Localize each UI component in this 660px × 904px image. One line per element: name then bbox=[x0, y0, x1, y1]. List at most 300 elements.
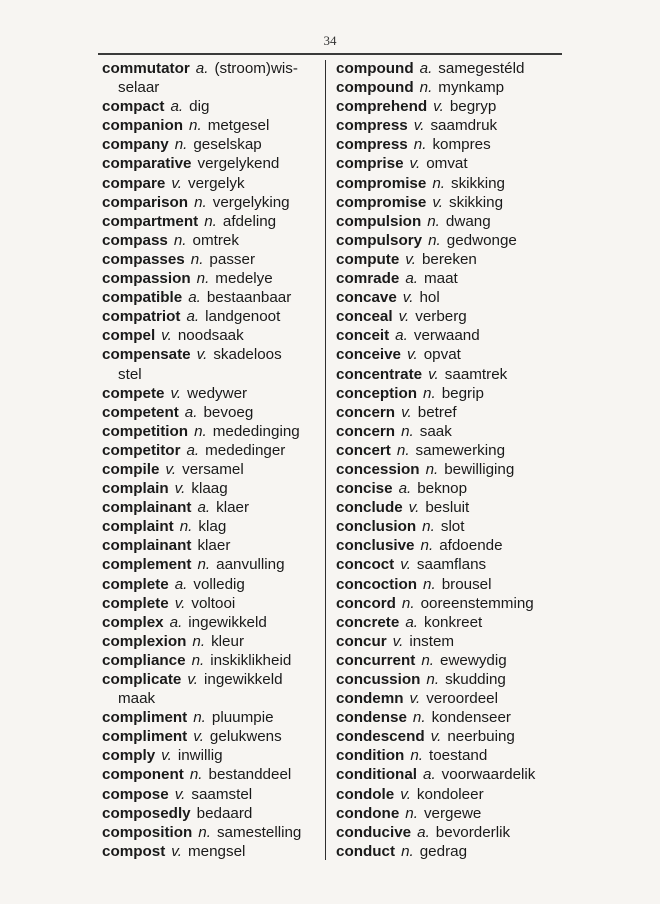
dictionary-entry bbox=[102, 403, 324, 422]
part-of-speech: n. bbox=[423, 384, 436, 402]
part-of-speech: v. bbox=[409, 690, 421, 708]
definition: ingewikkeld bbox=[204, 671, 283, 688]
headword: complainant bbox=[102, 499, 192, 517]
headword: conceal bbox=[336, 308, 393, 326]
dictionary-entry bbox=[336, 765, 562, 784]
part-of-speech: n. bbox=[420, 537, 434, 555]
dictionary-entry bbox=[336, 651, 562, 670]
column-divider bbox=[325, 60, 326, 860]
dictionary-entry bbox=[336, 613, 562, 632]
headword: condole bbox=[336, 785, 395, 803]
headword: compliment bbox=[102, 728, 188, 746]
headword: compel bbox=[102, 327, 156, 345]
dictionary-entry bbox=[336, 670, 562, 689]
part-of-speech: n. bbox=[423, 575, 436, 593]
headword: concern bbox=[336, 422, 396, 440]
part-of-speech: n. bbox=[190, 250, 204, 268]
part-of-speech: n. bbox=[401, 842, 414, 860]
headword: compact bbox=[102, 98, 165, 116]
headword: conclude bbox=[336, 499, 403, 517]
dictionary-entry bbox=[336, 575, 562, 594]
definition: slot bbox=[440, 518, 465, 536]
part-of-speech: v. bbox=[171, 174, 182, 192]
definition: gedrag bbox=[419, 842, 468, 860]
dictionary-entry bbox=[102, 231, 324, 250]
headword: comprehend bbox=[336, 98, 428, 116]
part-of-speech: n. bbox=[425, 460, 439, 478]
definition: kleur bbox=[211, 632, 244, 650]
headword: conditional bbox=[336, 766, 417, 784]
part-of-speech: n. bbox=[189, 117, 202, 135]
definition: saak bbox=[419, 422, 452, 440]
definition: stel bbox=[118, 365, 142, 383]
dictionary-entry bbox=[336, 727, 562, 746]
dictionary-entry bbox=[336, 97, 562, 116]
definition: inwillig bbox=[177, 747, 223, 765]
dictionary-entry bbox=[336, 804, 562, 823]
definition: vergewe bbox=[423, 804, 482, 822]
dictionary-entry bbox=[102, 269, 324, 288]
headword: concise bbox=[336, 480, 393, 498]
headword: complement bbox=[102, 556, 192, 574]
dictionary-entry bbox=[336, 594, 562, 613]
headword: compass bbox=[102, 231, 168, 249]
dictionary-entry bbox=[336, 422, 562, 441]
headword: concoction bbox=[336, 575, 418, 593]
part-of-speech: a. bbox=[170, 98, 184, 116]
dictionary-entry bbox=[102, 422, 324, 441]
headword: complete bbox=[102, 594, 169, 612]
part-of-speech: n. bbox=[173, 231, 187, 249]
definition: voorwaardelik bbox=[441, 766, 536, 784]
definition: maak bbox=[118, 690, 156, 708]
definition: aanvulling bbox=[216, 556, 285, 574]
dictionary-entry bbox=[336, 250, 562, 269]
definition: klaer bbox=[216, 499, 250, 517]
headword: concession bbox=[336, 460, 420, 478]
dictionary-entry bbox=[336, 708, 562, 727]
headword: condescend bbox=[336, 728, 425, 746]
definition: saamtrek bbox=[444, 365, 508, 383]
headword: concert bbox=[336, 441, 391, 459]
dictionary-entry bbox=[102, 193, 324, 212]
headword: complain bbox=[102, 480, 169, 498]
dictionary-entry bbox=[336, 212, 562, 231]
definition: mengsel bbox=[187, 842, 246, 860]
definition: bevorderlik bbox=[435, 823, 511, 841]
definition: vergelyking bbox=[212, 193, 290, 211]
dictionary-entry bbox=[336, 193, 562, 212]
dictionary-entry bbox=[102, 250, 324, 269]
part-of-speech: v. bbox=[401, 403, 412, 421]
part-of-speech: n. bbox=[194, 193, 207, 211]
definition: besluit bbox=[425, 499, 470, 517]
headword: complainant bbox=[102, 537, 192, 555]
part-of-speech: n. bbox=[204, 212, 217, 230]
definition: beknop bbox=[417, 480, 468, 498]
dictionary-entry bbox=[102, 135, 324, 154]
part-of-speech: v. bbox=[193, 728, 204, 746]
part-of-speech: a. bbox=[197, 499, 211, 517]
headword: complexion bbox=[102, 632, 187, 650]
dictionary-entry bbox=[336, 365, 562, 384]
part-of-speech: v. bbox=[171, 842, 182, 860]
headword: complaint bbox=[102, 518, 174, 536]
dictionary-entry bbox=[102, 785, 324, 804]
headword: compasses bbox=[102, 250, 185, 268]
part-of-speech: n. bbox=[193, 709, 206, 727]
part-of-speech: n. bbox=[174, 136, 188, 154]
headword: compassion bbox=[102, 270, 191, 288]
definition: begryp bbox=[449, 98, 497, 116]
part-of-speech: v. bbox=[432, 193, 443, 211]
part-of-speech: a. bbox=[423, 766, 436, 784]
definition: mededinger bbox=[205, 441, 286, 459]
headword: concurrent bbox=[336, 651, 416, 669]
part-of-speech: n. bbox=[191, 651, 205, 669]
part-of-speech: a. bbox=[186, 308, 200, 326]
headword: compare bbox=[102, 174, 166, 192]
definition: begrip bbox=[441, 384, 484, 402]
definition: dwang bbox=[445, 212, 491, 230]
part-of-speech: v. bbox=[196, 346, 208, 364]
definition: klaag bbox=[191, 480, 228, 498]
definition: instem bbox=[409, 632, 455, 650]
headword: companion bbox=[102, 117, 184, 135]
definition: konkreet bbox=[423, 613, 483, 631]
part-of-speech: v. bbox=[413, 117, 425, 135]
headword: compliance bbox=[102, 651, 186, 669]
part-of-speech: v. bbox=[407, 346, 418, 364]
headword: composedly bbox=[102, 804, 191, 822]
part-of-speech: a. bbox=[188, 289, 201, 307]
header-rule bbox=[98, 53, 562, 55]
part-of-speech: v. bbox=[409, 155, 421, 173]
headword: conceive bbox=[336, 346, 402, 364]
definition: veroordeel bbox=[426, 690, 498, 708]
part-of-speech: n. bbox=[426, 671, 440, 688]
dictionary-entry bbox=[336, 823, 562, 842]
dictionary-entry bbox=[336, 403, 562, 422]
definition: klag bbox=[198, 518, 227, 536]
definition: ingewikkeld bbox=[188, 613, 267, 631]
part-of-speech: a. bbox=[405, 613, 418, 631]
definition: landgenoot bbox=[205, 308, 281, 326]
definition: kondoleer bbox=[416, 785, 484, 803]
definition: noodsaak bbox=[177, 327, 244, 345]
dictionary-entry bbox=[102, 842, 324, 861]
headword: conceit bbox=[336, 327, 390, 345]
part-of-speech: v. bbox=[187, 671, 199, 688]
definition: toestand bbox=[429, 747, 488, 765]
entry-continuation bbox=[102, 365, 324, 384]
entry-continuation bbox=[102, 689, 324, 708]
dictionary-entry bbox=[102, 575, 324, 594]
page-number: 34 bbox=[323, 33, 337, 48]
part-of-speech: n. bbox=[197, 556, 211, 574]
definition: versamel bbox=[182, 460, 244, 478]
dictionary-entry bbox=[336, 498, 562, 517]
part-of-speech: n. bbox=[412, 709, 426, 727]
definition: wedywer bbox=[187, 384, 248, 402]
headword: concrete bbox=[336, 613, 400, 631]
part-of-speech: n. bbox=[401, 594, 415, 612]
definition: brousel bbox=[441, 575, 492, 593]
definition: metgesel bbox=[207, 117, 270, 135]
definition: skadeloos bbox=[213, 346, 282, 364]
dictionary-entry bbox=[336, 59, 562, 78]
dictionary-entry bbox=[336, 460, 562, 479]
part-of-speech: n. bbox=[189, 766, 203, 784]
dictionary-entry bbox=[102, 174, 324, 193]
part-of-speech: a. bbox=[419, 60, 433, 77]
definition: gedwonge bbox=[446, 231, 517, 249]
definition: vergelyk bbox=[188, 174, 245, 192]
part-of-speech: a. bbox=[186, 441, 200, 459]
part-of-speech: v. bbox=[400, 556, 411, 574]
definition: medelye bbox=[215, 270, 273, 288]
part-of-speech: a. bbox=[169, 613, 183, 631]
headword: concussion bbox=[336, 671, 421, 688]
part-of-speech: v. bbox=[392, 632, 404, 650]
part-of-speech: n. bbox=[192, 632, 206, 650]
definition: betref bbox=[417, 403, 457, 421]
part-of-speech: n. bbox=[401, 422, 414, 440]
headword: composition bbox=[102, 823, 193, 841]
headword: compound bbox=[336, 79, 414, 97]
definition: bewilliging bbox=[444, 460, 515, 478]
dictionary-entry bbox=[102, 670, 324, 689]
headword: conception bbox=[336, 384, 418, 402]
part-of-speech: n. bbox=[194, 422, 207, 440]
definition: inskiklikheid bbox=[210, 651, 292, 669]
part-of-speech: a. bbox=[405, 270, 418, 288]
dictionary-entry bbox=[102, 460, 324, 479]
headword: complex bbox=[102, 613, 164, 631]
dictionary-entry bbox=[102, 708, 324, 727]
headword: compulsory bbox=[336, 231, 423, 249]
definition: selaar bbox=[118, 79, 160, 97]
definition: bestaanbaar bbox=[206, 289, 292, 307]
definition: skudding bbox=[445, 671, 506, 688]
dictionary-entry bbox=[102, 116, 324, 135]
definition: bevoeg bbox=[203, 403, 254, 421]
headword: compromise bbox=[336, 193, 427, 211]
definition: kondenseer bbox=[431, 709, 511, 727]
part-of-speech: a. bbox=[395, 327, 408, 345]
headword: condone bbox=[336, 804, 400, 822]
dictionary-entry bbox=[102, 498, 324, 517]
headword: compress bbox=[336, 117, 408, 135]
headword: compatriot bbox=[102, 308, 181, 326]
definition: omtrek bbox=[192, 231, 239, 249]
definition: omvat bbox=[426, 155, 468, 173]
dictionary-entry bbox=[336, 288, 562, 307]
definition: verberg bbox=[415, 308, 467, 326]
dictionary-entry bbox=[102, 441, 324, 460]
dictionary-entry bbox=[102, 97, 324, 116]
dictionary-entry bbox=[102, 288, 324, 307]
definition: klaer bbox=[197, 537, 231, 555]
headword: concentrate bbox=[336, 365, 423, 383]
headword: comrade bbox=[336, 270, 400, 288]
headword: conduct bbox=[336, 842, 396, 860]
definition: afdoende bbox=[439, 537, 503, 555]
definition: saamdruk bbox=[430, 117, 498, 135]
headword: conclusion bbox=[336, 518, 417, 536]
dictionary-entry bbox=[336, 555, 562, 574]
definition: (stroom)wis- bbox=[214, 60, 298, 77]
headword: company bbox=[102, 136, 169, 154]
headword: conclusive bbox=[336, 537, 415, 555]
dictionary-entry bbox=[102, 746, 324, 765]
definition: pluumpie bbox=[211, 709, 274, 727]
dictionary-entry bbox=[102, 517, 324, 536]
dictionary-entry bbox=[102, 632, 324, 651]
definition: samewerking bbox=[415, 441, 506, 459]
dictionary-entry bbox=[102, 651, 324, 670]
part-of-speech: a. bbox=[184, 403, 198, 421]
headword: comparative bbox=[102, 155, 192, 173]
left-column bbox=[102, 59, 324, 861]
part-of-speech: v. bbox=[161, 747, 172, 765]
dictionary-entry bbox=[336, 842, 562, 861]
headword: compensate bbox=[102, 346, 191, 364]
part-of-speech: a. bbox=[195, 60, 209, 77]
headword: conducive bbox=[336, 823, 412, 841]
part-of-speech: v. bbox=[174, 594, 186, 612]
definition: maat bbox=[423, 270, 458, 288]
dictionary-entry bbox=[102, 613, 324, 632]
headword: commutator bbox=[102, 60, 190, 77]
headword: compress bbox=[336, 136, 408, 154]
dictionary-entry bbox=[336, 479, 562, 498]
part-of-speech: v. bbox=[428, 365, 439, 383]
dictionary-entry bbox=[336, 689, 562, 708]
definition: saamflans bbox=[416, 556, 487, 574]
part-of-speech: v. bbox=[170, 384, 182, 402]
headword: competitor bbox=[102, 441, 181, 459]
headword: complicate bbox=[102, 671, 182, 688]
headword: concoct bbox=[336, 556, 395, 574]
dictionary-entry bbox=[102, 326, 324, 345]
headword: compartment bbox=[102, 212, 199, 230]
dictionary-entry bbox=[336, 78, 562, 97]
definition: afdeling bbox=[222, 212, 277, 230]
right-column bbox=[336, 59, 562, 861]
part-of-speech: v. bbox=[430, 728, 442, 746]
definition: saamstel bbox=[191, 785, 253, 803]
definition: hol bbox=[419, 289, 440, 307]
dictionary-entry bbox=[336, 326, 562, 345]
headword: comparison bbox=[102, 193, 189, 211]
headword: compile bbox=[102, 460, 160, 478]
headword: comprise bbox=[336, 155, 404, 173]
definition: opvat bbox=[423, 346, 461, 364]
headword: compound bbox=[336, 60, 414, 77]
part-of-speech: a. bbox=[417, 823, 430, 841]
dictionary-entry bbox=[102, 765, 324, 784]
headword: concave bbox=[336, 289, 397, 307]
part-of-speech: n. bbox=[432, 174, 445, 192]
definition: bestanddeel bbox=[208, 766, 292, 784]
part-of-speech: v. bbox=[161, 327, 172, 345]
dictionary-entry bbox=[336, 154, 562, 173]
part-of-speech: n. bbox=[405, 804, 418, 822]
definition: skikking bbox=[450, 174, 506, 192]
headword: compost bbox=[102, 842, 166, 860]
part-of-speech: n. bbox=[419, 79, 433, 97]
headword: concern bbox=[336, 403, 396, 421]
entry-continuation bbox=[102, 78, 324, 97]
part-of-speech: n. bbox=[410, 747, 424, 765]
part-of-speech: v. bbox=[408, 499, 420, 517]
definition: vergelykend bbox=[197, 155, 280, 173]
dictionary-entry bbox=[102, 804, 324, 823]
part-of-speech: n. bbox=[428, 231, 441, 249]
dictionary-entry bbox=[102, 345, 324, 364]
part-of-speech: a. bbox=[174, 575, 188, 593]
dictionary-entry bbox=[336, 536, 562, 555]
definition: ewewydig bbox=[440, 651, 507, 669]
dictionary-entry bbox=[336, 785, 562, 804]
definition: passer bbox=[209, 250, 256, 268]
part-of-speech: n. bbox=[198, 823, 211, 841]
definition: mynkamp bbox=[438, 79, 505, 97]
part-of-speech: n. bbox=[196, 270, 210, 288]
dictionary-entry bbox=[102, 154, 324, 173]
dictionary-entry bbox=[102, 307, 324, 326]
headword: concord bbox=[336, 594, 396, 612]
definition: voltooi bbox=[191, 594, 236, 612]
part-of-speech: n. bbox=[179, 518, 193, 536]
part-of-speech: n. bbox=[413, 136, 427, 154]
part-of-speech: v. bbox=[405, 250, 416, 268]
dictionary-entry bbox=[336, 174, 562, 193]
headword: complete bbox=[102, 575, 169, 593]
part-of-speech: v. bbox=[174, 785, 186, 803]
definition: verwaand bbox=[413, 327, 480, 345]
definition: samegestéld bbox=[438, 60, 525, 77]
dictionary-entry bbox=[336, 345, 562, 364]
dictionary-entry bbox=[102, 823, 324, 842]
headword: condense bbox=[336, 709, 407, 727]
headword: compromise bbox=[336, 174, 427, 192]
dictionary-entry bbox=[336, 632, 562, 651]
dictionary-entry bbox=[336, 517, 562, 536]
definition: ooreenstemming bbox=[420, 594, 534, 612]
part-of-speech: a. bbox=[398, 480, 412, 498]
headword: compatible bbox=[102, 289, 183, 307]
headword: competent bbox=[102, 403, 179, 421]
dictionary-entry bbox=[336, 384, 562, 403]
dictionary-entry bbox=[102, 59, 324, 78]
definition: dig bbox=[189, 98, 210, 116]
dictionary-entry bbox=[336, 116, 562, 135]
headword: compute bbox=[336, 250, 400, 268]
dictionary-entry bbox=[102, 594, 324, 613]
part-of-speech: n. bbox=[427, 212, 440, 230]
part-of-speech: v. bbox=[400, 785, 411, 803]
headword: compose bbox=[102, 785, 169, 803]
definition: geselskap bbox=[193, 136, 262, 154]
definition: samestelling bbox=[216, 823, 302, 841]
definition: mededinging bbox=[212, 422, 300, 440]
headword: component bbox=[102, 766, 184, 784]
headword: compete bbox=[102, 384, 165, 402]
definition: neerbuing bbox=[447, 728, 515, 746]
part-of-speech: v. bbox=[402, 289, 414, 307]
